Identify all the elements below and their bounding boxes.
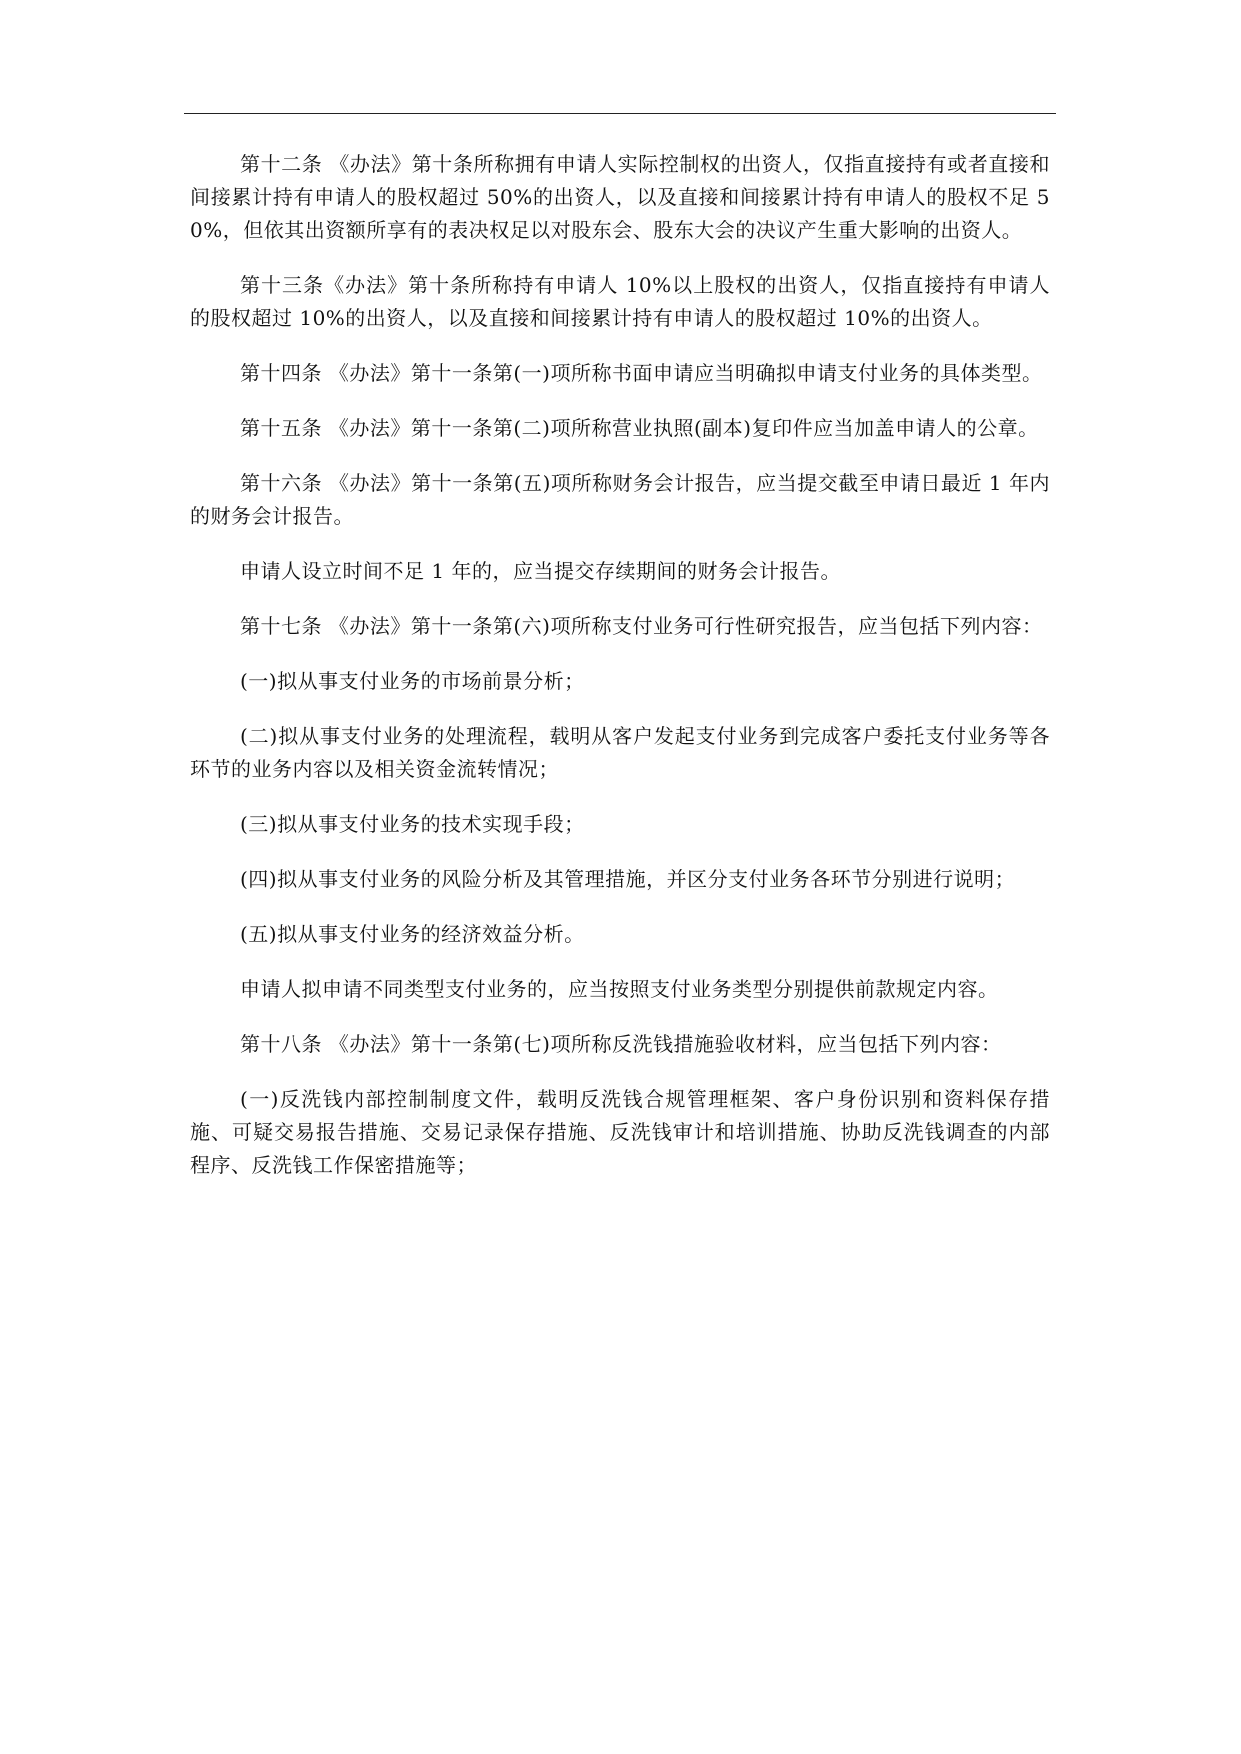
article-17-item-2: (二)拟从事支付业务的处理流程，载明从客户发起支付业务到完成客户委托支付业务等各环节的业务内容以及相关资金流转情况； bbox=[190, 724, 1050, 781]
article-17: 第十七条 《办法》第十一条第(六)项所称支付业务可行性研究报告，应当包括下列内容： bbox=[240, 614, 1043, 638]
article-17-item-3: (三)拟从事支付业务的技术实现手段； bbox=[240, 812, 585, 836]
article-17-item-4: (四)拟从事支付业务的风险分析及其管理措施，并区分支付业务各环节分别进行说明； bbox=[240, 867, 1016, 891]
article-17-item-1: (一)拟从事支付业务的市场前景分析； bbox=[240, 669, 585, 693]
document-body bbox=[190, 148, 1050, 1204]
article-18: 第十八条 《办法》第十一条第(七)项所称反洗钱措施验收材料，应当包括下列内容： bbox=[240, 1032, 1002, 1056]
article-17-item-5: (五)拟从事支付业务的经济效益分析。 bbox=[240, 922, 585, 946]
header-rule bbox=[184, 113, 1056, 114]
article-13: 第十三条《办法》第十条所称持有申请人 10%以上股权的出资人，仅指直接持有申请人的股权超过 10%的出资人，以及直接和间接累计持有申请人的股权超过 10%的出资人。 bbox=[190, 273, 1050, 330]
article-18-item-1: (一)反洗钱内部控制制度文件，载明反洗钱合规管理框架、客户身份识别和资料保存措施、可疑交易报告措施、交易记录保存措施、反洗钱审计和培训措施、协助反洗钱调查的内部程序、反洗钱工作保密措施等； bbox=[190, 1087, 1050, 1177]
article-16: 第十六条 《办法》第十一条第(五)项所称财务会计报告，应当提交截至申请日最近 1 年内的财务会计报告。 bbox=[190, 471, 1050, 528]
article-16-clause-2: 申请人设立时间不足 1 年的，应当提交存续期间的财务会计报告。 bbox=[240, 559, 841, 583]
article-17-clause-2: 申请人拟申请不同类型支付业务的，应当按照支付业务类型分别提供前款规定内容。 bbox=[240, 977, 999, 1001]
article-12: 第十二条 《办法》第十条所称拥有申请人实际控制权的出资人，仅指直接持有或者直接和间接累计持有申请人的股权超过 50%的出资人，以及直接和间接累计持有申请人的股权不足 50%，但依其出资额所享有的表决权足以对股东会、股东大会的决议产生重大影响的出资人。 bbox=[190, 152, 1050, 242]
article-15: 第十五条 《办法》第十一条第(二)项所称营业执照(副本)复印件应当加盖申请人的公章。 bbox=[240, 416, 1039, 440]
article-14: 第十四条 《办法》第十一条第(一)项所称书面申请应当明确拟申请支付业务的具体类型。 bbox=[240, 361, 1043, 385]
